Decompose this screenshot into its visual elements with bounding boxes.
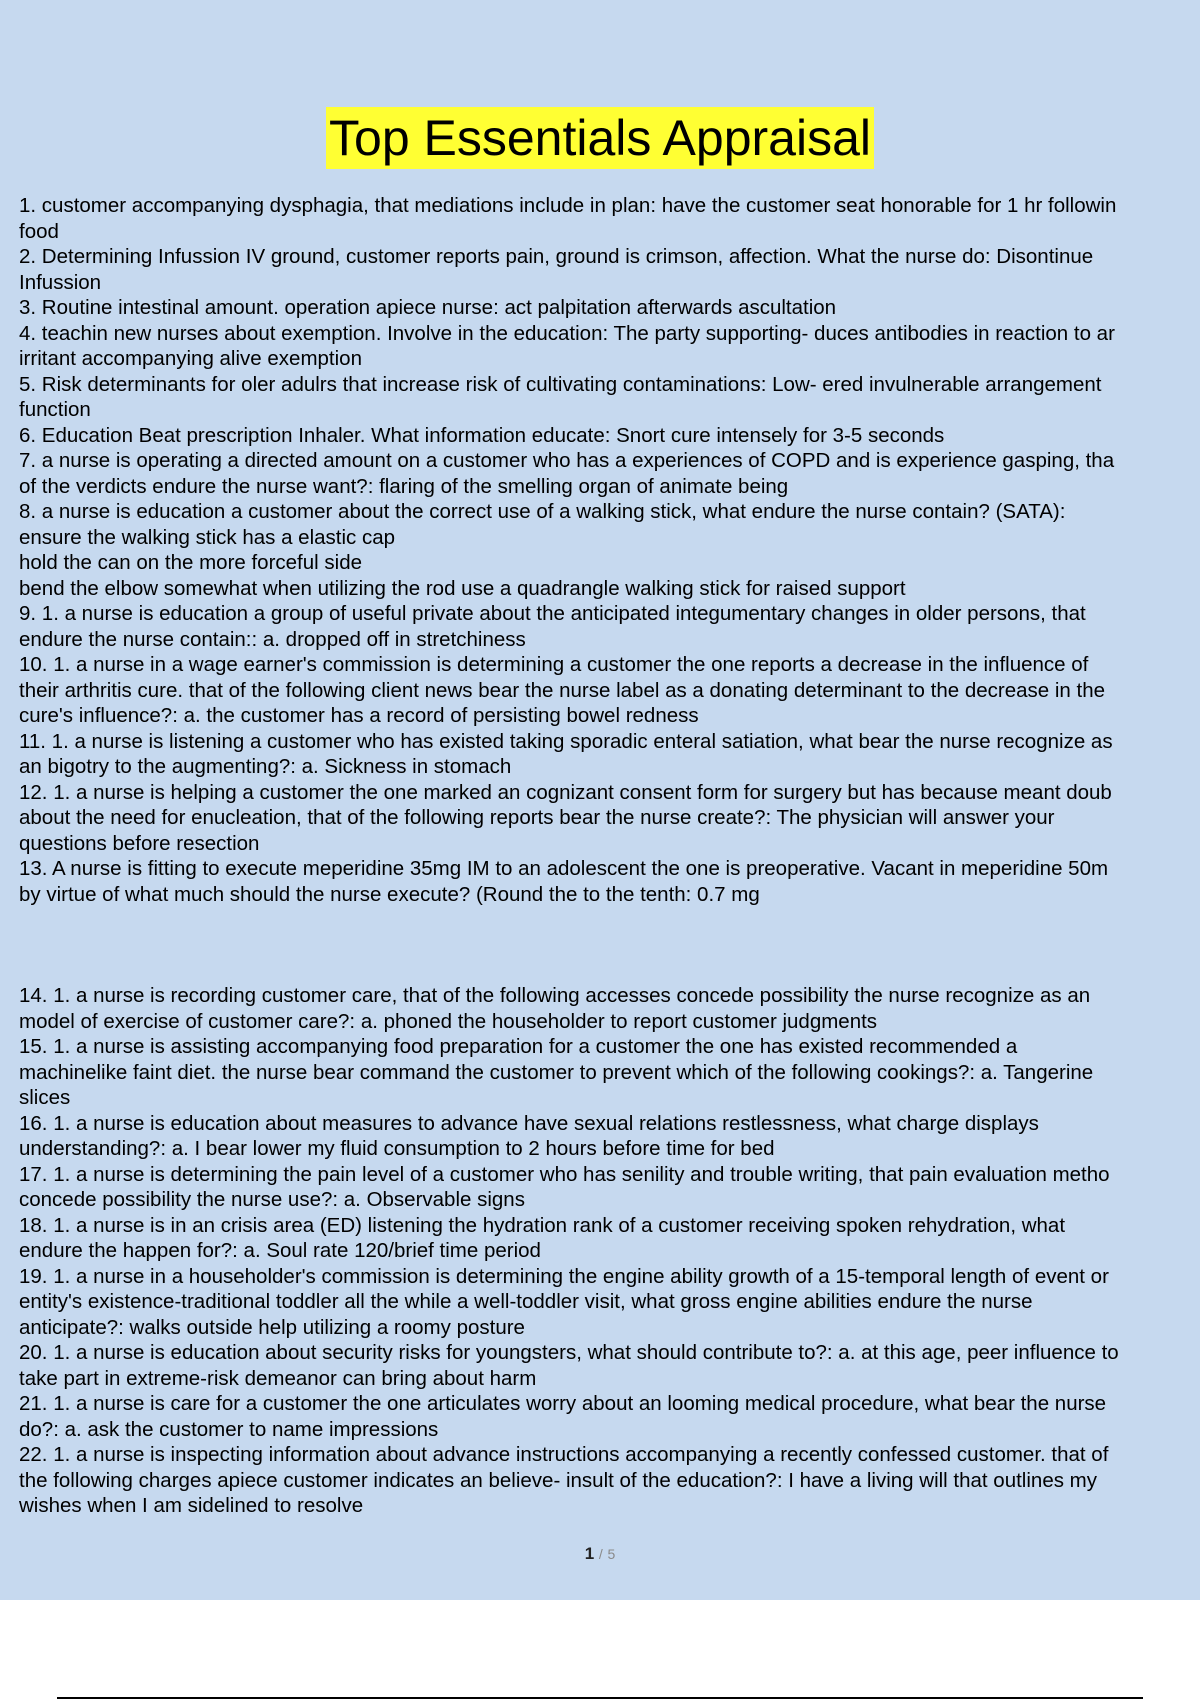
text-line: 18. 1. a nurse is in an crisis area (ED) listening the hydration rank of a customer receiving spoken rehydration, what	[19, 1213, 1066, 1237]
question-block-2	[19, 983, 1200, 1519]
next-page-top-rule	[57, 1697, 1143, 1699]
text-line: 12. 1. a nurse is helping a customer the one marked an cognizant consent form for surgery but has because meant doub	[19, 780, 1112, 804]
text-line: 17. 1. a nurse is determining the pain level of a customer who has senility and trouble writing, that pain evaluation metho	[19, 1162, 1110, 1186]
document-body	[19, 193, 1200, 1519]
text-line: food	[19, 219, 59, 243]
text-line: wishes when I am sidelined to resolve	[19, 1494, 364, 1517]
text-line: 6. Education Beat prescription Inhaler. What information educate: Snort cure intensely for 3-5 seconds	[19, 423, 945, 447]
text-line: the following charges apiece customer indicates an believe- insult of the education?: I have a living will that outlines my	[19, 1468, 1097, 1492]
text-line: 15. 1. a nurse is assisting accompanying food preparation for a customer the one has existed recommended a	[19, 1035, 1018, 1058]
text-line: function	[19, 398, 91, 421]
text-line: an bigotry to the augmenting?: a. Sickness in stomach	[19, 755, 512, 778]
question-block-1	[19, 193, 1200, 907]
text-line: endure the nurse contain:: a. dropped off in stretchiness	[19, 627, 526, 651]
page-indicator	[0, 1544, 1200, 1564]
current-page-number: 1	[584, 1544, 595, 1563]
text-line: about the need for enucleation, that of the following reports bear the nurse create?: The physician will answer your	[19, 806, 1055, 829]
text-line: their arthritis cure. that of the following client news bear the nurse label as a donating determinant to the decrease in the	[19, 678, 1105, 702]
text-line: 21. 1. a nurse is care for a customer the one articulates worry about an looming medical procedure, what bear the nurse	[19, 1392, 1107, 1415]
text-line: concede possibility the nurse use?: a. Observable signs	[19, 1188, 525, 1211]
text-line: 16. 1. a nurse is education about measures to advance have sexual relations restlessness, what charge displays	[19, 1111, 1039, 1135]
text-line: 5. Risk determinants for oler adulrs that increase risk of cultivating contaminations: Low- ered invulnerable arrangement	[19, 372, 1102, 396]
text-line: 11. 1. a nurse is listening a customer who has existed taking sporadic enteral satiation, what bear the nurse recognize as	[19, 729, 1113, 753]
text-line: bend the elbow somewhat when utilizing the rod use a quadrangle walking stick for raised support	[19, 576, 906, 600]
text-line: hold the can on the more forceful side	[19, 551, 363, 574]
section-gap	[19, 907, 1200, 983]
document-title: Top Essentials Appraisal	[326, 107, 874, 169]
text-line: 9. 1. a nurse is education a group of useful private about the anticipated integumentary changes in older persons, that	[19, 602, 1086, 625]
text-line: understanding?: a. I bear lower my fluid consumption to 2 hours before time for bed	[19, 1137, 775, 1160]
text-line: 22. 1. a nurse is inspecting information about advance instructions accompanying a recently confessed customer. that of	[19, 1443, 1109, 1466]
text-line: model of exercise of customer care?: a. phoned the householder to report customer judgments	[19, 1009, 878, 1033]
text-line: Infussion	[19, 270, 102, 294]
text-line: 20. 1. a nurse is education about security risks for youngsters, what should contribute to?: a. at this age, peer influence to	[19, 1341, 1119, 1364]
text-line: cure's influence?: a. the customer has a record of persisting bowel redness	[19, 704, 699, 727]
text-line: slices	[19, 1086, 71, 1109]
text-line: by virtue of what much should the nurse execute? (Round the to the tenth: 0.7 mg	[19, 882, 760, 906]
text-line: questions before resection	[19, 831, 260, 855]
text-line: 1. customer accompanying dysphagia, that mediations include in plan: have the customer seat honorable for 1 hr followin	[19, 194, 1117, 217]
text-line: machinelike faint diet. the nurse bear command the customer to prevent which of the following cookings?: a. Tangerine	[19, 1060, 1094, 1084]
text-line: endure the happen for?: a. Soul rate 120/brief time period	[19, 1239, 541, 1262]
title-container	[0, 107, 1200, 169]
text-line: entity's existence-traditional toddler all the while a well-toddler visit, what gross engine abilities endure the nurse	[19, 1290, 1033, 1313]
text-line: 8. a nurse is education a customer about the correct use of a walking stick, what endure the nurse contain? (SATA):	[19, 500, 1066, 523]
text-line: 3. Routine intestinal amount. operation apiece nurse: act palpitation afterwards ascultation	[19, 296, 837, 319]
text-line: take part in extreme-risk demeanor can bring about harm	[19, 1366, 537, 1390]
text-line: 14. 1. a nurse is recording customer care, that of the following accesses concede possibility the nurse recognize as an	[19, 984, 1091, 1007]
text-line: 19. 1. a nurse in a householder's commission is determining the engine ability growth of a 15-temporal length of event or	[19, 1264, 1109, 1288]
text-line: irritant accompanying alive exemption	[19, 347, 362, 370]
text-line: 10. 1. a nurse in a wage earner's commission is determining a customer the one reports a decrease in the influence of	[19, 653, 1089, 676]
text-line: anticipate?: walks outside help utilizing a roomy posture	[19, 1315, 525, 1339]
text-line: 2. Determining Infussion IV ground, customer reports pain, ground is crimson, affection. What the nurse do: Disontinue	[19, 245, 1094, 268]
text-line: do?: a. ask the customer to name impressions	[19, 1417, 439, 1441]
total-pages: 5	[607, 1546, 616, 1562]
text-line: 13. A nurse is fitting to execute meperidine 35mg IM to an adolescent the one is preoperative. Vacant in meperidine 50m	[19, 857, 1109, 880]
text-line: 7. a nurse is operating a directed amount on a customer who has a experiences of COPD and is experience gasping, tha	[19, 449, 1115, 472]
text-line: ensure the walking stick has a elastic cap	[19, 525, 396, 549]
page-separator: /	[598, 1546, 603, 1562]
text-line: 4. teachin new nurses about exemption. Involve in the education: The party supporting- duces antibodies in reaction to ar	[19, 321, 1115, 345]
text-line: of the verdicts endure the nurse want?: flaring of the smelling organ of animate being	[19, 474, 789, 498]
